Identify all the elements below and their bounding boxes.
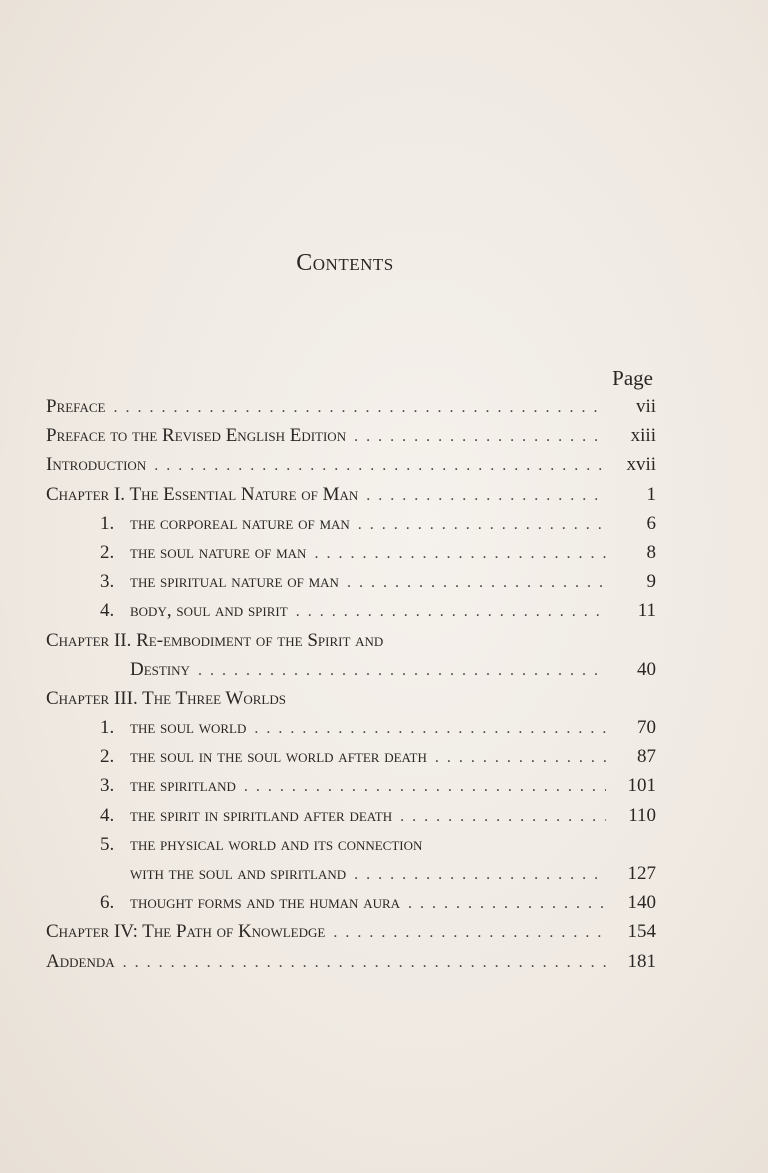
leader-dots [354, 428, 606, 446]
toc-entry-title: Chapter I. The Essential Nature of Man [46, 483, 359, 505]
section-number: 3. [100, 775, 115, 797]
section-number: 2. [100, 746, 115, 768]
leader-dots [354, 866, 606, 884]
toc-entry-section[interactable] [46, 717, 656, 746]
leader-dots [358, 516, 606, 534]
toc-entry-title: Preface [46, 396, 106, 417]
leader-dots [408, 895, 606, 913]
toc-entry-page: 8 [646, 541, 656, 563]
leader-dots [123, 954, 606, 972]
toc-entry-chapter-2-continued[interactable] [46, 659, 656, 688]
toc-entry-title: the soul nature of man [130, 541, 307, 563]
toc-entry-page: 154 [627, 921, 656, 943]
page-title: Contents [296, 250, 394, 276]
toc-entry-title: Chapter IV: The Path of Knowledge [46, 921, 326, 943]
leader-dots [198, 662, 606, 680]
toc-entry-page: 181 [627, 950, 656, 972]
toc-entry-page: 110 [628, 804, 656, 826]
toc-entry-section[interactable] [46, 542, 656, 571]
toc-entry-chapter-4[interactable] [46, 921, 656, 950]
toc-entry-title: with the soul and spiritland [130, 863, 347, 884]
leader-dots [244, 778, 606, 796]
toc-entry-section[interactable] [46, 834, 656, 863]
leader-dots [314, 545, 606, 563]
table-of-contents [46, 396, 656, 980]
toc-entry-title: Destiny [130, 658, 190, 680]
toc-entry-section[interactable] [46, 805, 656, 834]
toc-entry-title: Introduction [46, 454, 147, 476]
toc-entry-title: Chapter III. The Three Worlds [46, 687, 286, 709]
section-number: 4. [100, 804, 115, 826]
toc-entry-page: 11 [637, 600, 656, 622]
leader-dots [296, 603, 606, 621]
show-through-text [150, 300, 710, 332]
toc-entry-page: 87 [637, 746, 656, 768]
toc-entry-section[interactable] [46, 775, 656, 804]
toc-entry-title: the spiritland [130, 775, 236, 797]
leader-dots [347, 574, 606, 592]
toc-entry-section[interactable] [46, 600, 656, 629]
toc-entry-title: the spirit in spiritland after death [130, 804, 393, 826]
toc-entry-title: the spiritual nature of man [130, 571, 339, 593]
toc-entry-chapter-1[interactable] [46, 484, 656, 513]
toc-entry-addenda[interactable] [46, 951, 656, 980]
section-number: 1. [100, 512, 115, 534]
toc-entry-page: 1 [646, 483, 656, 505]
toc-entry-section[interactable] [46, 892, 656, 921]
toc-entry-page: xiii [630, 425, 656, 447]
toc-entry-section[interactable] [46, 571, 656, 600]
toc-entry-page: 101 [627, 775, 656, 797]
toc-entry-title: the soul in the soul world after death [130, 746, 427, 768]
toc-entry-page: 127 [627, 863, 656, 884]
toc-entry-chapter-3[interactable] [46, 688, 656, 717]
toc-entry-page: 40 [637, 658, 656, 680]
toc-entry-introduction[interactable] [46, 454, 656, 483]
leader-dots [154, 457, 606, 475]
section-number: 5. [100, 833, 115, 855]
leader-dots [113, 399, 606, 417]
leader-dots [366, 487, 606, 505]
toc-entry-title: the corporeal nature of man [130, 512, 350, 534]
toc-entry-title: the physical world and its connection [130, 833, 423, 855]
section-number: 2. [100, 541, 115, 563]
toc-entry-title: Addenda [46, 950, 115, 972]
section-number: 6. [100, 892, 115, 914]
toc-entry-title: the soul world [130, 717, 247, 739]
toc-entry-page: 6 [646, 512, 656, 534]
toc-entry-page: 70 [637, 717, 656, 739]
page-column-label: Page [612, 366, 653, 390]
toc-entry-preface[interactable] [46, 396, 656, 425]
toc-entry-page: vii [635, 396, 656, 417]
leader-dots [435, 749, 606, 767]
section-number: 1. [100, 717, 115, 739]
toc-entry-section[interactable] [46, 746, 656, 775]
toc-entry-preface-revised[interactable] [46, 425, 656, 454]
leader-dots [333, 924, 606, 942]
toc-entry-title: Chapter II. Re-embodiment of the Spirit and [46, 629, 384, 651]
toc-entry-section[interactable] [46, 513, 656, 542]
toc-entry-title: body, soul and spirit [130, 600, 288, 622]
toc-entry-chapter-2[interactable] [46, 630, 656, 659]
section-number: 4. [100, 600, 115, 622]
toc-entry-title: Preface to the Revised English Edition [46, 425, 347, 447]
section-number: 3. [100, 571, 115, 593]
toc-entry-page: 140 [627, 892, 656, 914]
leader-dots [400, 808, 606, 826]
toc-entry-page: 9 [646, 571, 656, 593]
toc-entry-section-continued[interactable] [46, 863, 656, 892]
toc-entry-page: xvii [626, 454, 656, 476]
toc-entry-title: thought forms and the human aura [130, 892, 401, 914]
leader-dots [254, 720, 606, 738]
